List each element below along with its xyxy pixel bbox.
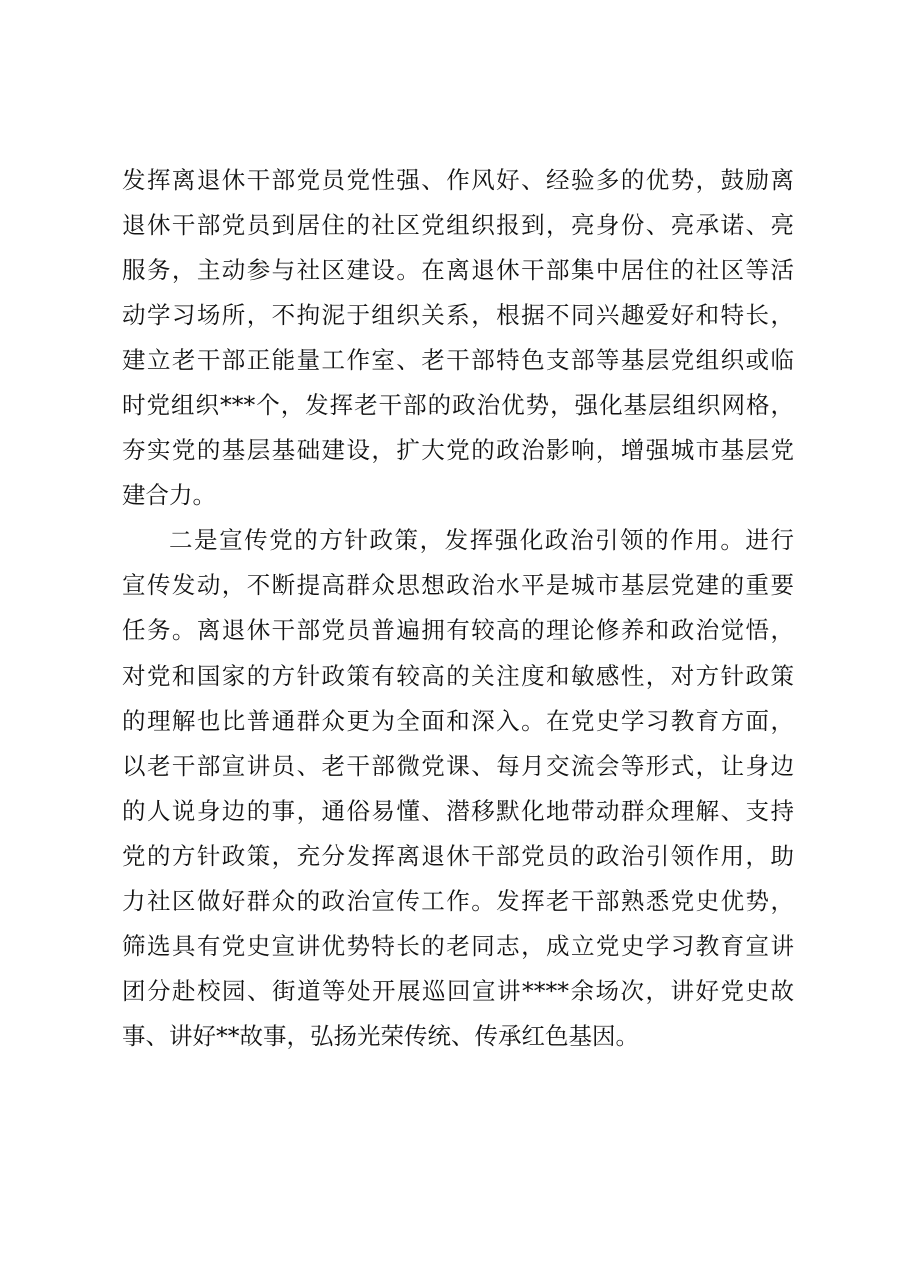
text-line: 党的方针政策，充分发挥离退休干部党员的政治引领作用，助 [122, 841, 794, 870]
text-line: 宣传发动，不断提高群众思想政治水平是城市基层党建的重要 [122, 571, 794, 600]
text-line: 建合力。 [122, 481, 216, 510]
text-line: 时党组织***个，发挥老干部的政治优势，强化基层组织网格， [122, 391, 794, 420]
text-line: 力社区做好群众的政治宣传工作。发挥老干部熟悉党史优势， [122, 886, 794, 915]
text-line: 的人说身边的事，通俗易懂、潜移默化地带动群众理解、支持 [122, 796, 794, 825]
text-line: 事、讲好**故事，弘扬光荣传统、传承红色基因。 [122, 1021, 639, 1050]
paragraph-2 [122, 520, 794, 1056]
document-body [122, 160, 794, 1061]
text-line: 服务，主动参与社区建设。在离退休干部集中居住的社区等活 [122, 256, 794, 285]
paragraph-1 [122, 160, 794, 515]
text-line: 以老干部宣讲员、老干部微党课、每月交流会等形式，让身边 [122, 751, 794, 780]
text-line: 筛选具有党史宣讲优势特长的老同志，成立党史学习教育宣讲 [122, 931, 794, 960]
text-line: 的理解也比普通群众更为全面和深入。在党史学习教育方面， [122, 706, 794, 735]
text-line: 夯实党的基层基础建设，扩大党的政治影响，增强城市基层党 [122, 436, 794, 465]
text-line: 发挥离退休干部党员党性强、作风好、经验多的优势，鼓励离 [122, 166, 794, 194]
text-line: 动学习场所，不拘泥于组织关系，根据不同兴趣爱好和特长， [122, 301, 794, 330]
text-line: 二是宣传党的方针政策，发挥强化政治引领的作用。进行 [169, 526, 794, 555]
text-line: 团分赴校园、街道等处开展巡回宣讲****余场次，讲好党史故 [122, 976, 794, 1005]
text-line: 对党和国家的方针政策有较高的关注度和敏感性，对方针政策 [122, 661, 794, 690]
text-line: 退休干部党员到居住的社区党组织报到，亮身份、亮承诺、亮 [122, 211, 794, 240]
text-line: 建立老干部正能量工作室、老干部特色支部等基层党组织或临 [122, 346, 794, 375]
text-line: 任务。离退休干部党员普遍拥有较高的理论修养和政治觉悟， [122, 616, 794, 645]
